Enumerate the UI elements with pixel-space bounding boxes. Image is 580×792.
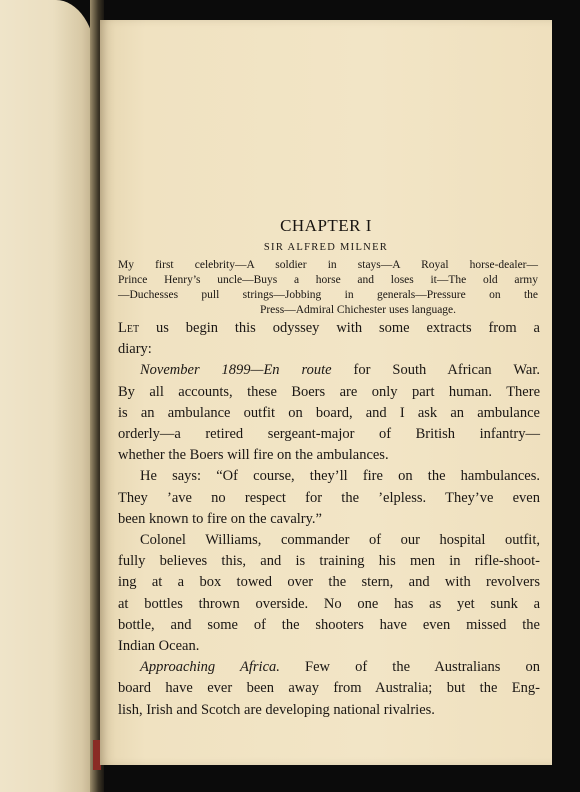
paragraph-line: Let us begin this odyssey with some extracts from a bbox=[118, 320, 540, 336]
paragraph-line: ing at a box towed over the stern, and with revolvers bbox=[118, 574, 540, 591]
paragraph-line: By all accounts, these Boers are only part human. There bbox=[118, 383, 540, 400]
synopsis-line: Prince Henry’s uncle—Buys a horse and loses it—The old army bbox=[118, 274, 538, 286]
chapter-synopsis bbox=[118, 258, 538, 318]
paragraph-line: been known to fire on the cavalry.” bbox=[118, 510, 322, 527]
section-lead: Approaching Africa. bbox=[140, 659, 280, 676]
synopsis-line: —Duchesses pull strings—Jobbing in generals—Pressure on the bbox=[118, 289, 538, 301]
body-text bbox=[118, 318, 540, 721]
diary-date: November 1899—En route bbox=[140, 362, 332, 379]
small-caps-lead: Let bbox=[118, 320, 140, 336]
paragraph-line: They ’ave no respect for the ’elpless. They’ve even bbox=[118, 489, 540, 506]
paragraph-line: is an ambulance outfit on board, and I ask an ambulance bbox=[118, 404, 540, 421]
synopsis-line: Press—Admiral Chichester uses language. bbox=[259, 304, 457, 316]
book-page bbox=[100, 20, 552, 765]
paragraph-line: board have ever been away from Australia; but the Eng- bbox=[118, 680, 540, 697]
paragraph-line: lish, Irish and Scotch are developing national rivalries. bbox=[118, 701, 435, 718]
paragraph-line: at bottles thrown overside. No one has as yet sunk a bbox=[118, 595, 540, 612]
paragraph-line: diary: bbox=[118, 341, 152, 358]
paragraph-line: Approaching Africa. Few of the Australians on bbox=[140, 659, 540, 676]
chapter-subtitle: SIR ALFRED MILNER bbox=[263, 242, 389, 253]
chapter-title: CHAPTER I bbox=[280, 216, 372, 235]
facing-page bbox=[0, 0, 96, 792]
paragraph-line: bottle, and some of the shooters have even missed the bbox=[118, 616, 540, 633]
paragraph-line: whether the Boers will fire on the ambulances. bbox=[118, 447, 389, 464]
paragraph-line: He says: “Of course, they’ll fire on the hambulances. bbox=[140, 468, 540, 485]
synopsis-line: My first celebrity—A soldier in stays—A Royal horse-dealer— bbox=[118, 259, 538, 271]
paragraph-line: Indian Ocean. bbox=[118, 638, 200, 655]
paragraph-line: orderly—a retired sergeant-major of British infantry— bbox=[118, 426, 540, 443]
paragraph-line: November 1899—En route for South African War. bbox=[140, 362, 540, 379]
paragraph-line: Colonel Williams, commander of our hospital outfit, bbox=[140, 532, 540, 549]
paragraph-line: fully believes this, and is training his men in rifle-shoot- bbox=[118, 553, 540, 570]
